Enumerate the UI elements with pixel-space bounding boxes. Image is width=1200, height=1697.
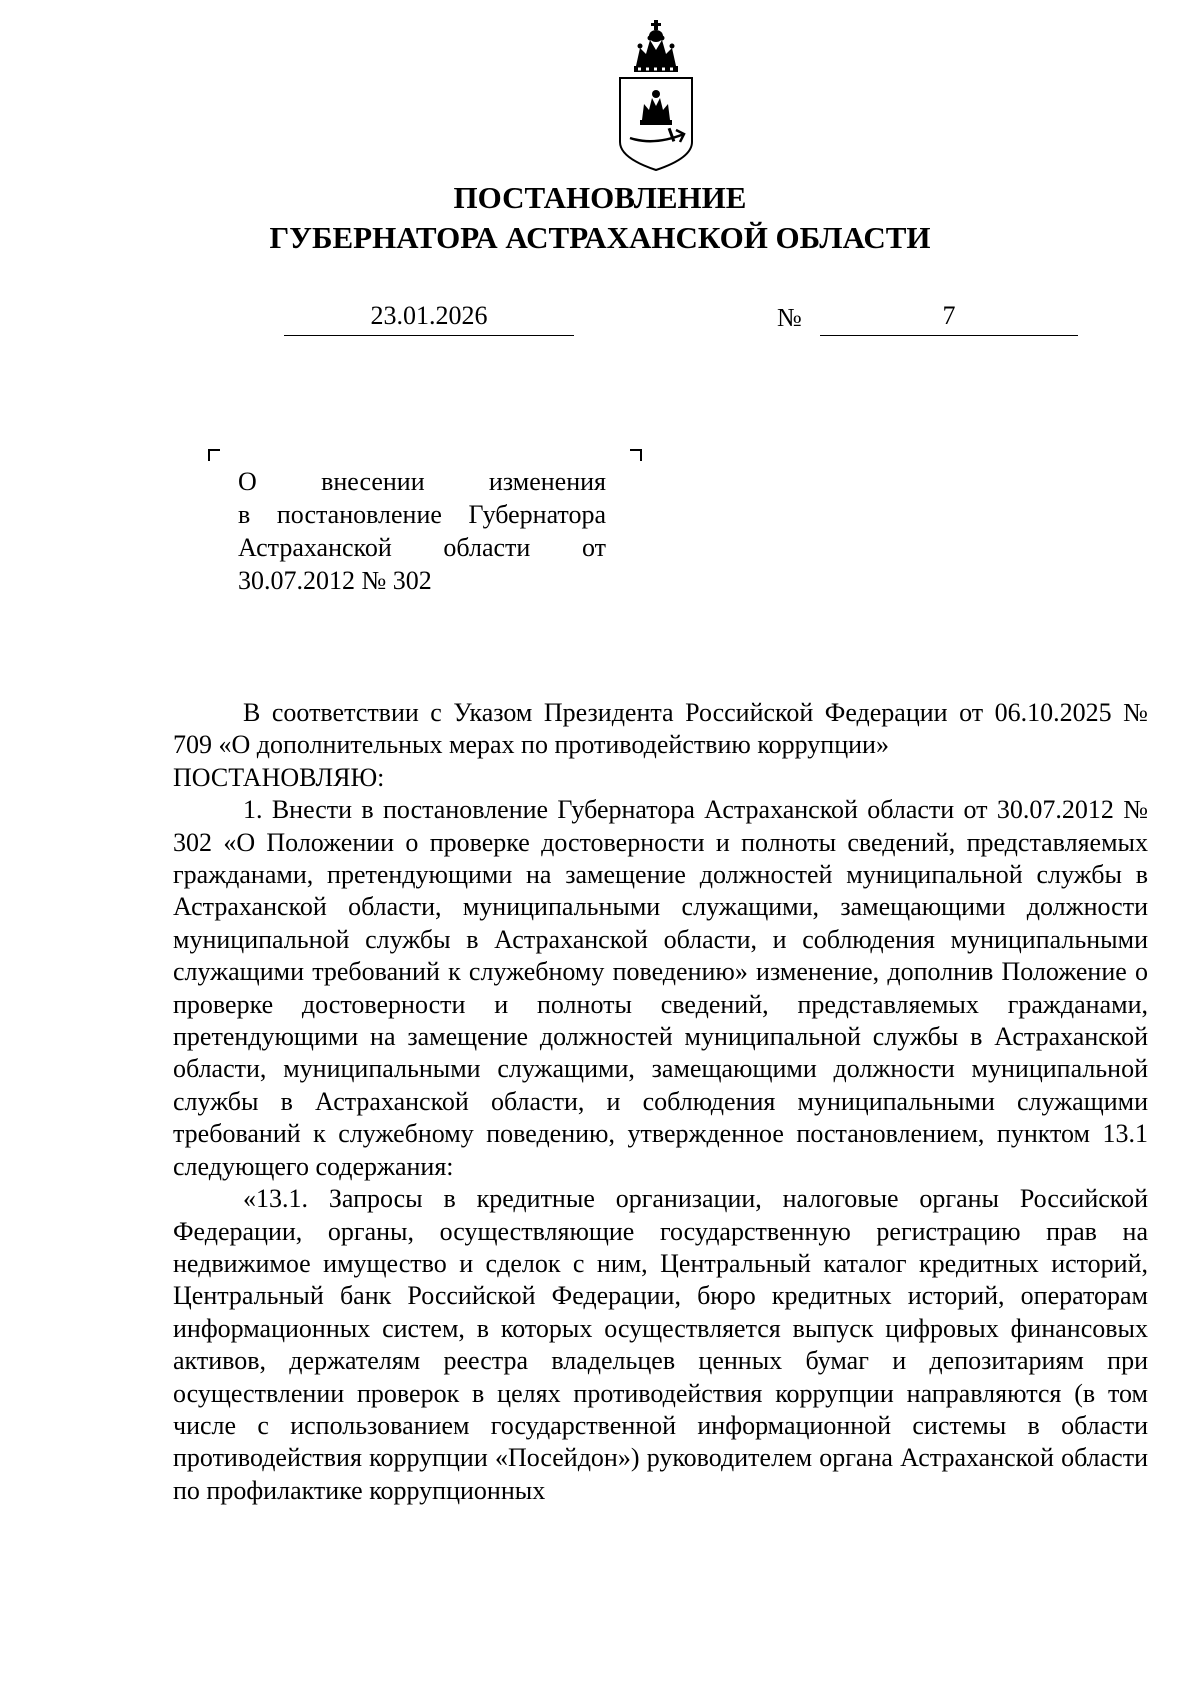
document-number: 7 (820, 301, 1078, 336)
document-date: 23.01.2026 (284, 301, 574, 336)
document-title-line1: ПОСТАНОВЛЕНИЕ (453, 180, 747, 215)
subject-bracket-left (208, 449, 220, 461)
document-title (0, 178, 1200, 258)
item-13-1-paragraph: «13.1. Запросы в кредитные организации, налоговые органы Российской Федерации, органы, осуществляющие государственную регистрацию прав на недвижимое имущество и сделок с ним, Центральный каталог кредитных историй, Центральный банк Российской Федерации, бюро кредитных историй, операторам информационных систем, в которых осуществляется выпуск цифровых финансовых активов, держателям реестра владельцев ценных бумаг и депозитариям при осуществлении проверок в целях противодействия коррупции направляются (в том числе с использованием государственной информационной системы в области противодействия коррупции «Посейдон») руководителем органа Астраханской области по профилактике коррупционных (173, 1184, 1148, 1505)
subject-bracket-right (630, 449, 642, 461)
item-1-paragraph: 1. Внести в постановление Губернатора Астраханской области от 30.07.2012 № 302 «О Положении о проверке достоверности и полноты сведений, представляемых гражданами, претендующими на замещение должностей муниципальной службы в Астраханской области, муниципальными служащими, замещающими должности муниципальной службы в Астраханской области, и соблюдения муниципальными служащими требований к служебному поведению» изменение, дополнив Положение о проверке достоверности и полноты сведений, представляемых гражданами, претендующими на замещение должностей муниципальной службы в Астраханской области, муниципальными служащими, замещающими должности муниципальной службы в Астраханской области, и соблюдения муниципальными служащими требований к служебному поведению, утвержденное постановлением, пунктом 13.1 следующего содержания: (173, 795, 1148, 1181)
subject-line: Астраханской области от (238, 533, 606, 562)
subject-line: 30.07.2012 № 302 (238, 566, 432, 595)
document-number-label: № (777, 303, 802, 332)
document-body (173, 697, 1148, 1507)
subject-line: в постановление Губернатора (238, 500, 606, 529)
subject-line: О внесении изменения (238, 467, 606, 496)
decree-word: ПОСТАНОВЛЯЮ: (173, 762, 385, 792)
document-title-line2: ГУБЕРНАТОРА АСТРАХАНСКОЙ ОБЛАСТИ (269, 220, 931, 255)
preamble-paragraph: В соответствии с Указом Президента Российской Федерации от 06.10.2025 № 709 «О дополнительных мерах по противодействию коррупции» (173, 698, 1148, 760)
coat-of-arms-icon (614, 20, 698, 172)
document-subject (238, 465, 606, 597)
